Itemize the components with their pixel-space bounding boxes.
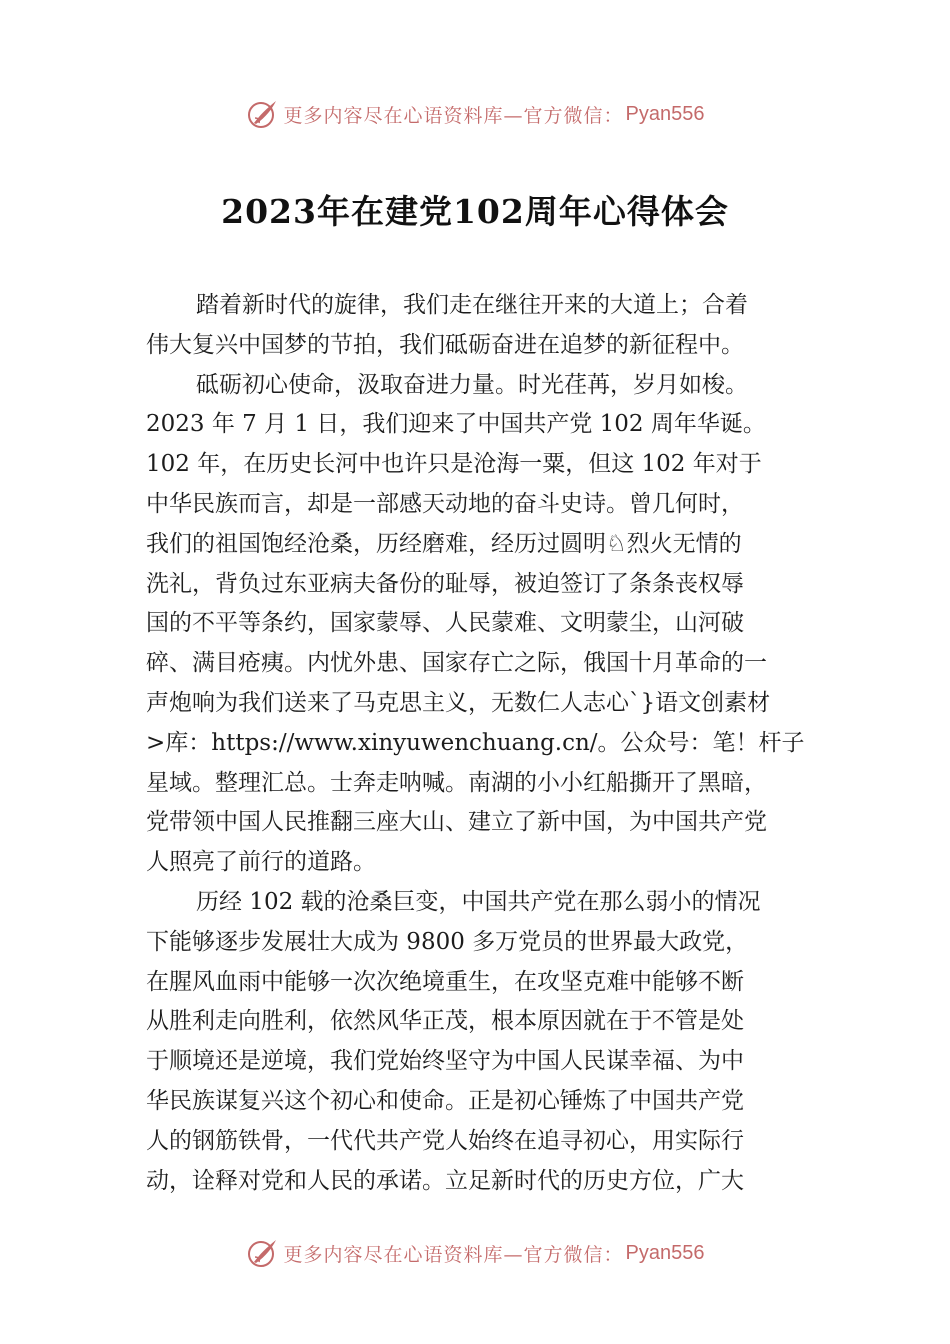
text-line: 踏着新时代的旋律，我们走在继往开来的大道上；合着	[196, 292, 748, 318]
text-line: 于顺境还是逆境，我们党始终坚守为中国人民谋幸福、为中	[146, 1048, 744, 1075]
quill-logo-icon	[246, 1236, 280, 1270]
text-line: >库：https://www.xinyuwenchuang.cn/。公众号：笔！杆子	[146, 729, 805, 756]
text-line: 2023 年 7 月 1 日，我们迎来了中国共产党 102 周年华诞。	[146, 411, 766, 438]
text-line: 下能够逐步发展壮大成为 9800 多万党员的世界最大政党，	[146, 928, 749, 955]
text-line: 华民族谋复兴这个初心和使命。正是初心锤炼了中国共产党	[146, 1087, 744, 1114]
text-line: 从胜利走向胜利，依然风华正茂，根本原因就在于不管是处	[146, 1008, 744, 1035]
text-line: 人照亮了前行的道路。	[146, 849, 376, 876]
watermark-text: 更多内容尽在心语资料库—官方微信：	[283, 104, 624, 127]
text-line: 我们的祖国饱经沧桑，历经磨难，经历过圆明♘烈火无情的	[146, 530, 742, 557]
text-line: 在腥风血雨中能够一次次绝境重生，在攻坚克难中能够不断	[146, 968, 744, 995]
document-body	[146, 286, 846, 1201]
watermark-wechat-id: Pyan556	[625, 102, 705, 125]
text-line: 砥砺初心使命，汲取奋进力量。时光荏苒，岁月如梭。	[196, 371, 748, 398]
text-line: 声炮响为我们送来了马克思主义，无数仁人志心`}语文创素材	[146, 689, 771, 716]
watermark-text: 更多内容尽在心语资料库—官方微信：	[283, 1243, 624, 1266]
text-line: 伟大复兴中国梦的节拍，我们砥砺奋进在追梦的新征程中。	[146, 331, 744, 358]
text-line: 历经 102 载的沧桑巨变，中国共产党在那么弱小的情况	[196, 888, 761, 915]
page-title: 2023年在建党102周年心得体会	[221, 192, 729, 231]
footer-watermark	[0, 1233, 950, 1273]
text-line: 动，诠释对党和人民的承诺。立足新时代的历史方位，广大	[146, 1167, 744, 1194]
header-watermark	[0, 94, 950, 134]
text-line: 洗礼，背负过东亚病夫备份的耻辱，被迫签订了条条丧权辱	[146, 570, 744, 597]
text-line: 102 年，在历史长河中也许只是沧海一粟，但这 102 年对于	[146, 451, 762, 478]
quill-logo-icon	[246, 97, 280, 131]
text-line: 国的不平等条约，国家蒙辱、人民蒙难、文明蒙尘，山河破	[146, 610, 744, 637]
text-line: 党带领中国人民推翻三座大山、建立了新中国，为中国共产党	[146, 809, 767, 836]
text-line: 星域。整理汇总。士奔走呐喊。南湖的小小红船撕开了黑暗，	[146, 769, 767, 796]
text-line: 中华民族而言，却是一部感天动地的奋斗史诗。曾几何时，	[146, 490, 744, 517]
watermark-wechat-id: Pyan556	[625, 1241, 705, 1264]
text-line: 碎、满目疮痍。内忧外患、国家存亡之际，俄国十月革命的一	[146, 650, 767, 677]
text-line: 人的钢筋铁骨，一代代共产党人始终在追寻初心，用实际行	[146, 1127, 744, 1154]
